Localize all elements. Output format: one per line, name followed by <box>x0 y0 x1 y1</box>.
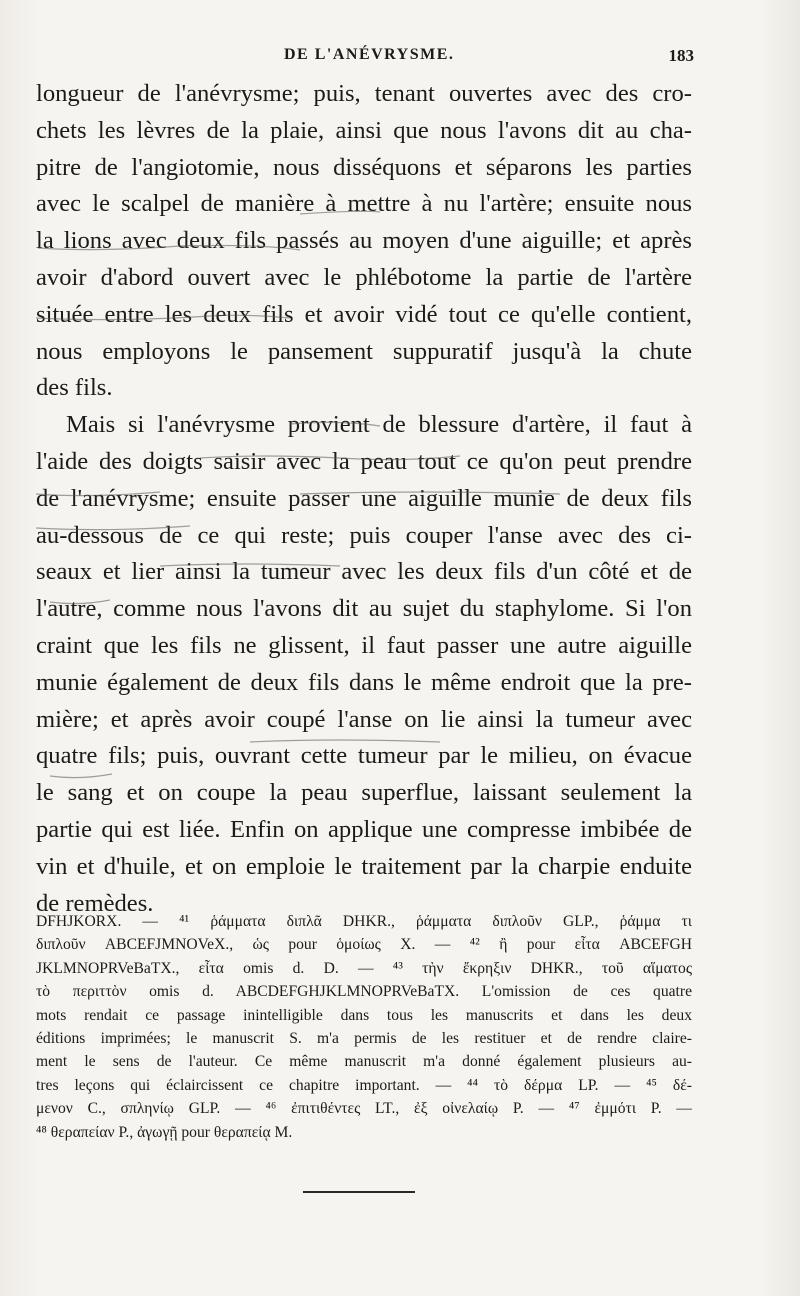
body-line: avoir d'abord ouvert avec le phlébotome la partie de l'artère <box>36 263 692 291</box>
body-line: munie également de deux fils dans le même endroit que la pre- <box>36 668 692 696</box>
footnote-line: JKLMNOPRVeBaTX., εἶτα omis d. D. — ⁴³ τὴν ἔκρηξιν DHKR., τοῦ αἵματος <box>36 959 692 977</box>
body-line: partie qui est liée. Enfin on applique une compresse imbibée de <box>36 815 692 843</box>
body-line: la lions avec deux fils passés au moyen d'une aiguille; et après <box>36 227 692 255</box>
footnote-line: DFHJKORX. — ⁴¹ ῥάμματα διπλᾶ DHKR., ῥάμματα διπλοῦν GLP., ῥάμμα τι <box>36 913 692 930</box>
footnote-line: μενον C., σπληνίῳ GLP. — ⁴⁶ ἐπιτιθέντες LT., ἐξ οἰνελαίῳ P. — ⁴⁷ ἐμμότι P. — <box>36 1100 692 1118</box>
footnote-line: éditions imprimées; le manuscrit S. m'a permis de les restituer et de rendre claire- <box>36 1029 692 1047</box>
body-line: située entre les deux fils et avoir vidé tout ce qu'elle contient, <box>36 300 692 328</box>
body-line: mière; et après avoir coupé l'anse on lie ainsi la tumeur avec <box>36 705 692 733</box>
footnote-line: tres leçons qui éclaircissent ce chapitre important. — ⁴⁴ τὸ δέρμα LP. — ⁴⁵ δέ- <box>36 1076 692 1094</box>
body-line: quatre fils; puis, ouvrant cette tumeur par le milieu, on évacue <box>36 742 692 770</box>
footnote-line: τὸ περιττὸν omis d. ABCDEFGHJKLMNOPRVeBaTX. L'omission de ces quatre <box>36 983 692 1001</box>
footnote-line: ment le sens de l'auteur. Ce même manuscrit m'a donné également plusieurs au- <box>36 1053 692 1071</box>
body-line: de l'anévrysme; ensuite passer une aiguille munie de deux fils <box>36 484 692 512</box>
body-line: seaux et lier ainsi la tumeur avec les deux fils d'un côté et de <box>36 558 692 586</box>
body-line: des fils. <box>36 374 113 402</box>
main-text <box>36 76 692 922</box>
footnotes <box>36 910 692 1144</box>
body-line: l'aide des doigts saisir avec la peau tout ce qu'on peut prendre <box>36 447 692 475</box>
body-line: chets les lèvres de la plaie, ainsi que nous l'avons dit au cha- <box>36 116 692 144</box>
body-line: nous employons le pansement suppuratif jusqu'à la chute <box>36 337 692 365</box>
body-line: avec le scalpel de manière à mettre à nu l'artère; ensuite nous <box>36 190 692 218</box>
running-head-title: DE L'ANÉVRYSME. <box>284 46 455 63</box>
body-line: pitre de l'angiotomie, nous disséquons et séparons les parties <box>36 153 692 181</box>
body-line: au-dessous de ce qui reste; puis couper l'anse avec des ci- <box>36 521 692 549</box>
body-line: le sang et on coupe la peau superflue, laissant seulement la <box>36 779 692 807</box>
body-line: craint que les fils ne glissent, il faut passer une autre aiguille <box>36 631 692 659</box>
body-line: longueur de l'anévrysme; puis, tenant ouvertes avec des cro- <box>36 80 692 107</box>
body-line: l'autre, comme nous l'avons dit au sujet du staphylome. Si l'on <box>36 595 692 623</box>
footnote-line: mots rendait ce passage inintelligible dans tous les manuscrits et dans les deux <box>36 1006 692 1024</box>
footnote-line: ⁴⁸ θεραπείαν P., ἀγωγῇ pour θεραπείᾳ M. <box>36 1123 293 1141</box>
body-line: de remèdes. <box>36 889 154 917</box>
footnote-line: διπλοῦν ABCEFJMNOVeX., ὡς pour ὁμοίως X. — ⁴² ἢ pour εἶτα ABCEFGH <box>36 936 692 954</box>
body-line: vin et d'huile, et on emploie le traitement par la charpie enduite <box>36 852 692 880</box>
page-number: 183 <box>668 46 694 65</box>
end-rule <box>303 1191 415 1193</box>
body-line: Mais si l'anévrysme provient de blessure d'artère, il faut à <box>66 411 692 439</box>
running-head <box>36 46 692 70</box>
